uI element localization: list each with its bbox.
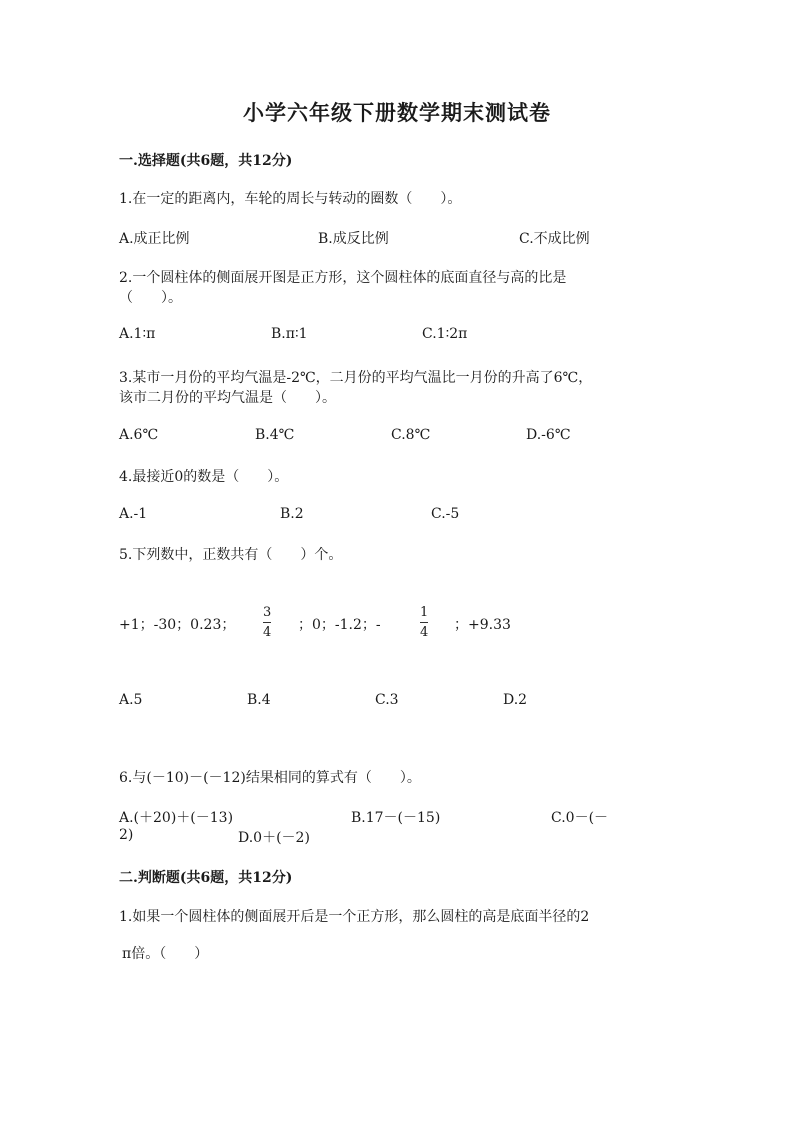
fraction-2-numerator: 1 [420, 605, 429, 620]
question-2-option-a[interactable]: A.1∶π [119, 326, 156, 342]
question-5-option-a[interactable]: A.5 [119, 692, 143, 708]
question-3-stem-line1: 3.某市一月份的平均气温是-2℃，二月份的平均气温比一月份的升高了6℃， [119, 370, 593, 386]
question-1-stem: 1.在一定的距离内，车轮的周长与转动的圈数（ ）。 [119, 191, 462, 207]
question-6-option-a[interactable]: A.(＋20)＋(－13) [119, 810, 234, 826]
question-1-option-b[interactable]: B.成反比例 [318, 231, 389, 247]
question-2-stem-line1: 2.一个圆柱体的侧面展开图是正方形，这个圆柱体的底面直径与高的比是 [119, 270, 567, 286]
question-2-option-c[interactable]: C.1∶2π [422, 326, 468, 342]
question-5-option-b[interactable]: B.4 [247, 692, 271, 708]
question-6-stem: 6.与(－10)－(－12)结果相同的算式有（ ）。 [119, 770, 421, 786]
judgement-1-stem-line2: π倍。（ ） [122, 946, 209, 962]
question-4-option-c[interactable]: C.-5 [431, 506, 460, 522]
question-4-option-a[interactable]: A.-1 [119, 506, 148, 522]
section-heading-judgement: 二.判断题(共6题，共12分) [119, 870, 293, 886]
question-5-expression-part3: ；+9.33 [454, 617, 511, 633]
question-2-stem-line2: （ ）。 [119, 290, 182, 306]
fraction-three-quarters [263, 605, 271, 640]
question-5-option-d[interactable]: D.2 [503, 692, 528, 708]
judgement-1-stem-line1: 1.如果一个圆柱体的侧面展开后是一个正方形，那么圆柱的高是底面半径的2 [119, 909, 590, 925]
fraction-1-numerator: 3 [263, 605, 272, 620]
question-6-option-c-continued: 2) [119, 827, 134, 843]
question-5-expression-part1: +1；-30；0.23； [119, 617, 236, 633]
fraction-1-bar [263, 622, 271, 623]
question-4-stem: 4.最接近0的数是（ ）。 [119, 469, 289, 485]
question-1-option-c[interactable]: C.不成比例 [519, 231, 590, 247]
section-heading-choice: 一.选择题(共6题，共12分) [119, 153, 293, 169]
fraction-2-bar [420, 622, 428, 623]
fraction-1-denominator: 4 [263, 625, 272, 640]
fraction-2-denominator: 4 [420, 625, 429, 640]
fraction-one-quarter [420, 605, 428, 640]
question-5-stem: 5.下列数中，正数共有（ ）个。 [119, 547, 343, 563]
question-6-option-b[interactable]: B.17－(－15) [351, 810, 441, 826]
question-6-option-c[interactable]: C.0－(－ [551, 810, 609, 826]
question-5-expression-part2: ；0；-1.2；- [298, 617, 381, 633]
question-3-option-b[interactable]: B.4℃ [255, 427, 295, 443]
question-3-option-d[interactable]: D.-6℃ [526, 427, 571, 443]
page-title: 小学六年级下册数学期末测试卷 [243, 100, 551, 125]
question-3-option-c[interactable]: C.8℃ [391, 427, 431, 443]
question-6-option-d[interactable]: D.0＋(－2) [238, 830, 310, 846]
question-4-option-b[interactable]: B.2 [280, 506, 304, 522]
question-1-option-a[interactable]: A.成正比例 [119, 231, 190, 247]
question-2-option-b[interactable]: B.π∶1 [271, 326, 308, 342]
question-3-stem-line2: 该市二月份的平均气温是（ ）。 [119, 390, 336, 406]
question-5-option-c[interactable]: C.3 [375, 692, 399, 708]
question-3-option-a[interactable]: A.6℃ [119, 427, 159, 443]
